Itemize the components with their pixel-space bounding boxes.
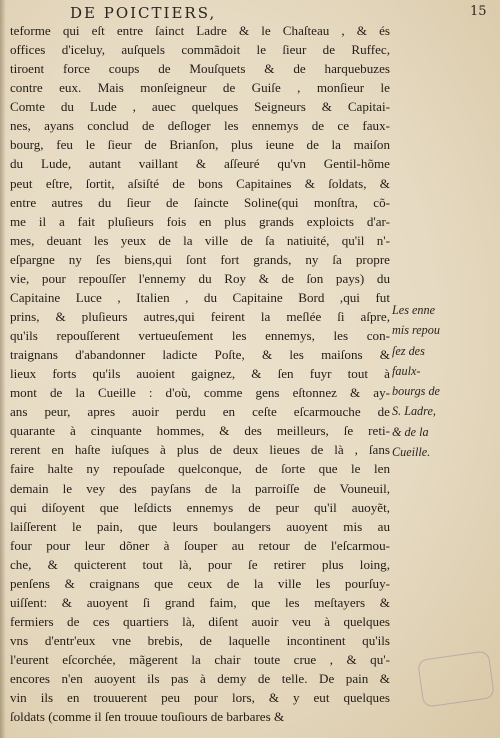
text-line: four pour leur dõner à ſouper au retour de l'eſcarmou- [10, 537, 390, 553]
margin-note-line: Cueille. [392, 445, 431, 460]
binding-shadow [0, 0, 6, 738]
text-line: Comte du Lude , auec quelques Seigneurs & Capitai- [10, 99, 390, 115]
page-number: 15 [470, 4, 487, 19]
text-line: demain le vey des payſans de la parroiſſe de Vouneuil, [10, 480, 390, 496]
text-line: vns d'entr'eux vne brebis, de laquelle incontinent qu'ils [10, 633, 390, 648]
text-line: entre autres du ſieur de ſaincte Soline(qui monſtra, cõ- [10, 194, 390, 210]
text-line: qui diſoyent que leſdicts ennemys de peur qu'il auoyẽt, [10, 499, 390, 515]
margin-note-line: faulx- [392, 363, 421, 378]
text-line: fermiers de ces quartiers là, diſent auoir veu à quelques [10, 613, 390, 629]
text-line: laiſſerent le pain, que leurs boulangers auoyent mis au [10, 518, 390, 534]
text-line: eſpargne ny ſes biens,qui ſont fort grands, ny ſa propre [10, 251, 390, 267]
text-line: quarante à cinquante hommes, & des meilleurs, ſe reti- [10, 423, 390, 439]
text-line: penſens & craignans que ceux de la ville les pourſuy- [10, 575, 390, 591]
margin-note-line: ſez des [392, 343, 425, 358]
library-stamp [417, 650, 495, 708]
text-line: l'eurent eſcorchée, mãgerent la chair toute crue , & qu'- [10, 652, 390, 668]
text-line: prins, & pluſieurs autres,qui feirent la meſlée ſi aſpre, [10, 308, 390, 324]
margin-note-line: Les enne [392, 303, 435, 317]
text-line: ſoldats (comme il ſen trouue touſiours de barbares & [10, 709, 285, 725]
text-line: Capitaine Luce , Italien , du Capitaine Bord ,qui fut [10, 289, 390, 305]
text-line: vie, pour repouſſer l'ennemy du Roy & de ſon pays) du [10, 270, 390, 286]
text-line: traignans d'abandonner ladicte Poſte, & les maiſons & [10, 347, 390, 363]
text-line: bourg, feu le ſieur de Brianſon, plus ieune de la maiſon [10, 137, 390, 153]
text-line: uiſſent: & auoyent ſi grand faim, que les meſtayers & [10, 594, 390, 610]
body-text [10, 21, 390, 726]
margin-note-line: bourgs de [392, 384, 440, 399]
text-line: du Lude, autant vaillant & aſſeuré qu'vn Gentil-hõme [10, 156, 390, 172]
text-line: che, & quicterent tout là, pour ſe retirer plus loing, [10, 556, 390, 572]
text-line: nes, ayans conclud de deſloger les ennemys de ce faux- [10, 118, 390, 134]
text-line: offices d'iceluy, auſquels commãdoit le ſieur de Ruffec, [10, 42, 390, 58]
text-line: mes, deuant les yeux de la ville de ſa natiuité, qu'il n'- [10, 232, 390, 248]
running-head: DE POICTIERS, [70, 4, 217, 22]
text-line: tiroent force coups de Mouſquets & de harquebuzes [10, 61, 390, 77]
text-line: rerent en haſte iuſques à plus de deux lieues de là , ſans [10, 442, 390, 458]
text-line: vin ils en trouuerent peu pour lors, & y eut quelques [10, 690, 390, 706]
margin-note-line: & de la [392, 424, 429, 439]
margin-note [392, 300, 497, 462]
text-line: lieux forts qu'ils auoient gaignez, & ſen fuyr tout à [10, 366, 390, 382]
text-line: teforme qui eſt entre ſainct Ladre & le Chaſteau , & és [10, 23, 390, 38]
text-line: peut eſtre, ſortit, aſsiſté de bons Capitaines & ſoldats, & [10, 175, 390, 191]
text-line: ans peur, apres auoir perdu en ceſte eſcarmouche de [10, 404, 390, 420]
margin-note-line: S. Ladre, [392, 404, 436, 419]
margin-note-line: mis repou [392, 323, 440, 338]
text-line: encores n'en auoyent ils pas à demy de telle. De pain & [10, 671, 390, 687]
text-line: contre eux. Mais monſeigneur de Guiſe , monſieur le [10, 80, 390, 96]
text-line: faire halte ny repouſade quelconque, de ſorte que le len [10, 461, 390, 477]
text-line: me il a fait pluſieurs fois en plus grands exploicts d'ar- [10, 213, 390, 229]
text-line: qu'ils repouſſerent vertueuſement les ennemys, les con- [10, 328, 390, 343]
text-line: mont de la Cueille : d'où, comme gens eſtonnez & ay- [10, 385, 390, 401]
